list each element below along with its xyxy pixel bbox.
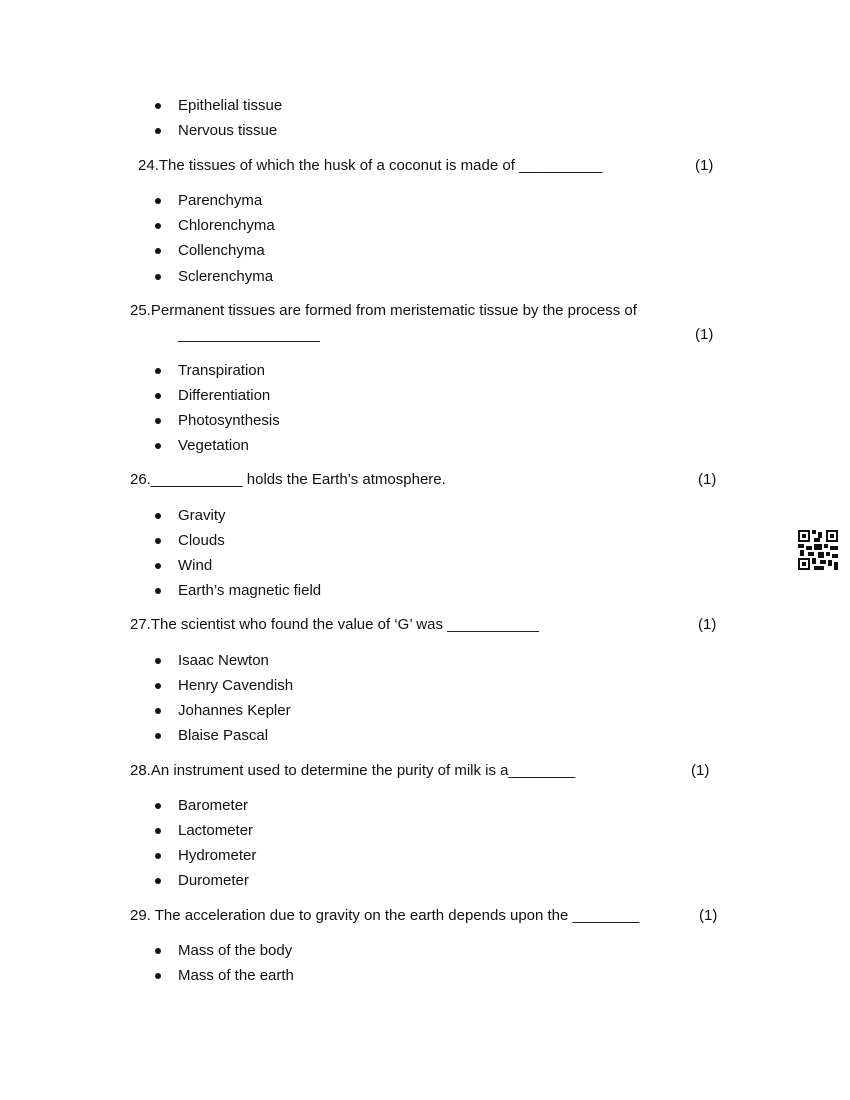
answer-blank: _________________ <box>178 326 320 343</box>
question-25: 25.Permanent tissues are formed from meristematic tissue by the process of <box>130 302 637 319</box>
option: Parenchyma <box>178 192 263 209</box>
option: Clouds <box>178 532 225 549</box>
bullet <box>155 128 161 134</box>
option: Collenchyma <box>178 242 265 259</box>
bullet <box>155 683 161 689</box>
bullet <box>155 443 161 449</box>
option: Differentiation <box>178 387 271 404</box>
bullet <box>155 588 161 594</box>
marks: (1) <box>698 616 717 633</box>
option: Blaise Pascal <box>178 727 269 744</box>
bullet <box>155 103 161 109</box>
marks: (1) <box>699 907 718 924</box>
option: Johannes Kepler <box>178 702 291 719</box>
bullet <box>155 248 161 254</box>
bullet <box>155 708 161 714</box>
bullet <box>155 274 161 280</box>
option: Sclerenchyma <box>178 268 274 285</box>
bullet <box>155 513 161 519</box>
bullet <box>155 538 161 544</box>
question-24: 24.The tissues of which the husk of a coconut is made of __________ <box>138 157 603 174</box>
option: Mass of the body <box>178 942 293 959</box>
option: Isaac Newton <box>178 652 269 669</box>
bullet <box>155 368 161 374</box>
option: Earth’s magnetic field <box>178 582 322 599</box>
bullet <box>155 563 161 569</box>
option: Lactometer <box>178 822 254 839</box>
bullet <box>155 393 161 399</box>
bullet <box>155 948 161 954</box>
option: Henry Cavendish <box>178 677 294 694</box>
option: Epithelial tissue <box>178 97 283 114</box>
bullet <box>155 198 161 204</box>
bullet <box>155 223 161 229</box>
question-29: 29. The acceleration due to gravity on the earth depends upon the ________ <box>130 907 640 924</box>
bullet <box>155 853 161 859</box>
option: Nervous tissue <box>178 122 278 139</box>
bullet <box>155 828 161 834</box>
option: Photosynthesis <box>178 412 280 429</box>
bullet <box>155 658 161 664</box>
question-28: 28.An instrument used to determine the purity of milk is a________ <box>130 762 576 779</box>
bullet <box>155 973 161 979</box>
marks: (1) <box>698 471 717 488</box>
bullet <box>155 418 161 424</box>
marks: (1) <box>695 326 714 343</box>
question-26: 26.___________ holds the Earth’s atmosphere. <box>130 471 446 488</box>
question-27: 27.The scientist who found the value of ‘G’ was ___________ <box>130 616 539 633</box>
option: Barometer <box>178 797 249 814</box>
option: Hydrometer <box>178 847 257 864</box>
option: Wind <box>178 557 213 574</box>
bullet <box>155 878 161 884</box>
qr-code-icon <box>798 530 838 570</box>
marks: (1) <box>691 762 710 779</box>
option: Chlorenchyma <box>178 217 275 234</box>
bullet <box>155 803 161 809</box>
option: Mass of the earth <box>178 967 294 984</box>
marks: (1) <box>695 157 714 174</box>
option: Durometer <box>178 872 249 889</box>
option: Gravity <box>178 507 226 524</box>
option: Transpiration <box>178 362 265 379</box>
option: Vegetation <box>178 437 249 454</box>
bullet <box>155 733 161 739</box>
